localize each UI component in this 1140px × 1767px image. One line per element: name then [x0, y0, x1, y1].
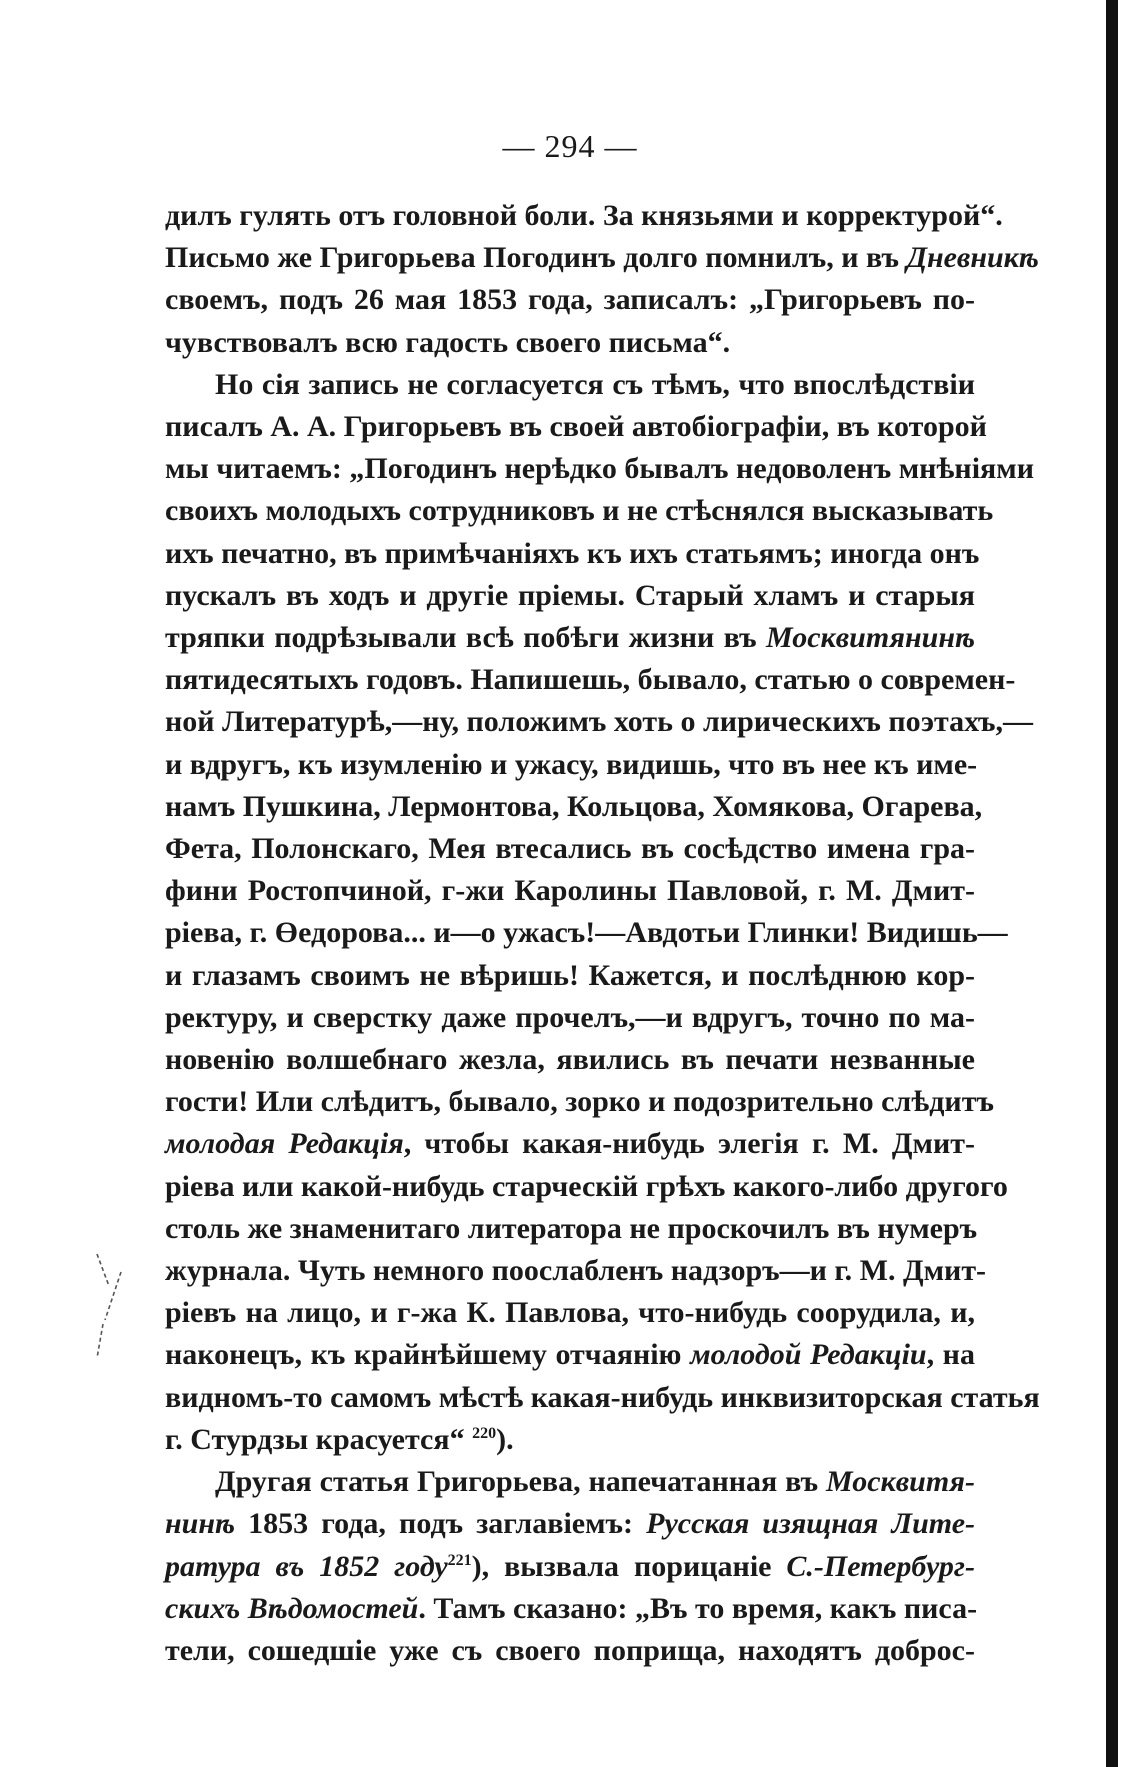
- page-number: — 294 —: [502, 128, 638, 164]
- text-line: и глазамъ своимъ не вѣришь! Кажется, и послѣднюю кор-: [165, 958, 975, 992]
- text-line: ной Литературѣ,—ну, положимъ хоть о лирическихъ поэтахъ,—: [165, 705, 1033, 739]
- text-line: своихъ молодыхъ сотрудниковъ и не стѣснялся высказывать: [165, 494, 994, 528]
- text-line: скихъ Вѣдомостей. Тамъ сказано: „Въ то время, какъ писа-: [165, 1591, 978, 1625]
- text-line: новенію волшебнаго жезла, явились въ печати незванные: [165, 1043, 975, 1077]
- pencil-margin-mark-icon: [95, 1250, 145, 1360]
- text-line: фини Ростопчиной, г-жи Каролины Павловой, г. М. Дмит-: [165, 874, 975, 908]
- text-line: чувствовалъ всю гадость своего письма“.: [165, 325, 731, 359]
- body-text: [165, 195, 1040, 1672]
- page-edge-shadow: [1100, 0, 1140, 1767]
- text-line: ректуру, и сверстку даже прочелъ,—и вдругъ, точно по ма-: [165, 1000, 975, 1034]
- text-line: Письмо же Григорьева Погодинъ долго помнилъ, и въ Дневникѣ: [165, 241, 1039, 275]
- text-line: г. Стурдзы красуется“ $^{220}$).: [165, 1422, 514, 1456]
- text-line: видномъ-то самомъ мѣстѣ какая-нибудь инквизиторская статья: [165, 1380, 1040, 1414]
- text-line: журнала. Чуть немного поослабленъ надзоръ—и г. М. Дмит-: [165, 1254, 987, 1288]
- footnote-ref: 221: [447, 1551, 472, 1569]
- text-line: пятидесятыхъ годовъ. Напишешь, бывало, статью о современ-: [165, 663, 1016, 697]
- text-line: тели, сошедшіе уже съ своего поприща, находятъ доброс-: [165, 1633, 975, 1667]
- text-line: гости! Или слѣдитъ, бывало, зорко и подозрительно слѣдитъ: [165, 1085, 994, 1119]
- text-line: мы читаемъ: „Погодинъ нерѣдко бывалъ недоволенъ мнѣніями: [165, 452, 1034, 486]
- text-line: нинѣ 1853 года, подъ заглавіемъ: Русская изящная Лите-: [165, 1507, 975, 1541]
- text-line: столь же знаменитаго литератора не проскочилъ въ нумеръ: [165, 1211, 978, 1245]
- text-line: намъ Пушкина, Лермонтова, Кольцова, Хомякова, Огарева,: [165, 789, 983, 823]
- text-line: Фета, Полонскаго, Мея втесались въ сосѣдство имена гра-: [165, 832, 975, 866]
- text-line: Другая статья Григорьева, напечатанная въ Москвитя-: [215, 1465, 975, 1499]
- text-line: и вдругъ, къ изумленію и ужасу, видишь, что въ нее къ име-: [165, 747, 978, 781]
- text-line: ратура въ 1852 году$^{221}$), вызвала порицаніе С.-Петербург-: [165, 1549, 975, 1583]
- text-line: ріевъ на лицо, и г-жа К. Павлова, что-нибудь соорудила, и,: [165, 1296, 975, 1330]
- text-line: Но сія запись не согласуется съ тѣмъ, что впослѣдствіи: [215, 367, 975, 401]
- text-line: писалъ А. А. Григорьевъ въ своей автобіографіи, въ которой: [165, 410, 987, 444]
- text-line: ихъ печатно, въ примѣчаніяхъ къ ихъ статьямъ; иногда онъ: [165, 536, 980, 570]
- text-line: тряпки подрѣзывали всѣ побѣги жизни въ Москвитянинѣ: [165, 621, 975, 655]
- text-line: пускалъ въ ходъ и другіе пріемы. Старый хламъ и старыя: [165, 578, 975, 612]
- text-line: ріева, г. Өедорова... и—о ужасъ!—Авдотьи Глинки! Видишь—: [165, 916, 1008, 950]
- text-line: своемъ, подъ 26 мая 1853 года, записалъ: „Григорьевъ по-: [165, 283, 975, 317]
- footnote-ref: 220: [472, 1424, 497, 1442]
- text-line: ріева или какой-нибудь старческій грѣхъ какого-либо другого: [165, 1169, 1008, 1203]
- text-line: наконецъ, къ крайнѣйшему отчаянію молодой Редакціи, на: [165, 1338, 975, 1372]
- text-line: дилъ гулять отъ головной боли. За князьями и корректурой“.: [165, 199, 1003, 232]
- text-line: молодая Редакція, чтобы какая-нибудь элегія г. М. Дмит-: [165, 1127, 975, 1161]
